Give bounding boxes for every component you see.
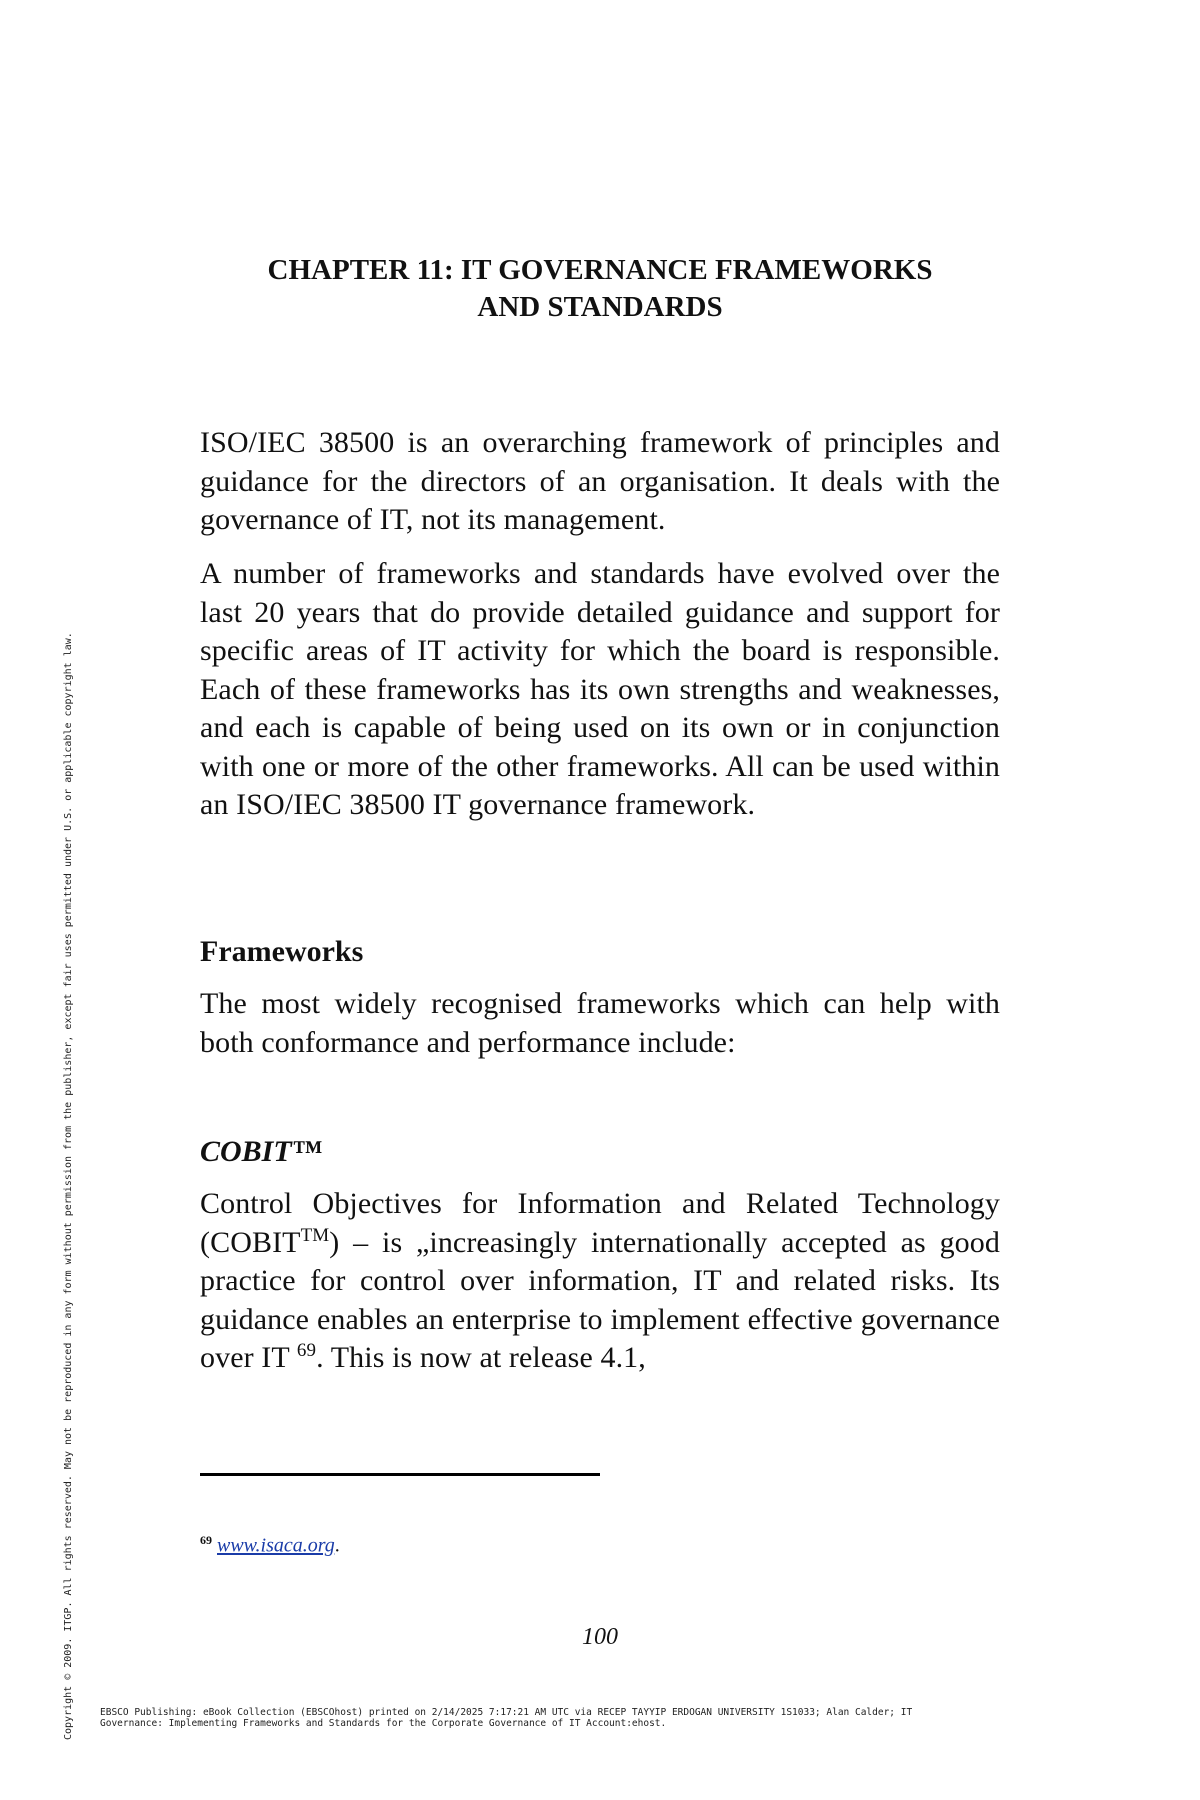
footnote-trailing: . bbox=[334, 1534, 340, 1557]
ebsco-notice-line-2: Governance: Implementing Frameworks and Standards for the Corporate Governance of IT Account:ehost. bbox=[100, 1718, 667, 1729]
chapter-title-line-1: CHAPTER 11: IT GOVERNANCE FRAMEWORKS bbox=[267, 254, 933, 286]
chapter-title bbox=[200, 252, 1000, 326]
frameworks-intro bbox=[200, 985, 1000, 1062]
trademark-superscript: TM bbox=[300, 1224, 330, 1246]
ebsco-bottom-notice bbox=[100, 1707, 1130, 1729]
footnote-marker: 69 bbox=[200, 1533, 212, 1547]
intro-section-2 bbox=[200, 555, 1000, 825]
chapter-title-line-2: AND STANDARDS bbox=[477, 291, 723, 323]
cobit-body bbox=[200, 1185, 1000, 1378]
footnote-divider bbox=[200, 1473, 600, 1476]
cobit-section bbox=[200, 1133, 1000, 1171]
ebsco-notice-line-1: EBSCO Publishing: eBook Collection (EBSCOhost) printed on 2/14/2025 7:17:21 AM UTC via RECEP TAYYIP ERDOGAN UNIVERSITY 1S1033; Alan Calder; IT bbox=[100, 1707, 913, 1718]
footnote bbox=[200, 1528, 340, 1558]
footnote-link[interactable]: www.isaca.org bbox=[217, 1534, 335, 1557]
footnote-reference[interactable]: 69 bbox=[296, 1340, 317, 1361]
cobit-text-start: Control Objectives for Information and Related Technology (COBIT bbox=[200, 1187, 1000, 1259]
page-number: 100 bbox=[582, 1624, 618, 1650]
intro-paragraph-2: A number of frameworks and standards have evolved over the last 20 years that do provide detailed guidance and support for specific areas of IT activity for which the board is responsible. Each of these frameworks has its own strengths and weaknesses, and each is capable of being used on its own or in conjunction with one or more of the other frameworks. All can be used within an ISO/IEC 38500 IT governance framework. bbox=[200, 557, 1000, 821]
frameworks-section bbox=[200, 933, 1000, 971]
cobit-text-end: . This is now at release 4.1, bbox=[316, 1341, 646, 1374]
frameworks-heading: Frameworks bbox=[200, 935, 364, 968]
cobit-paragraph bbox=[200, 1185, 1000, 1378]
copyright-side-notice: Copyright © 2009. ITGP. All rights reserved. May not be reproduced in any form without permission from the publisher, except fair uses permitted under U.S. or applicable copyright law. bbox=[63, 632, 74, 1740]
frameworks-paragraph: The most widely recognised frameworks which can help with both conformance and performance include: bbox=[200, 987, 1000, 1059]
intro-paragraph-1: ISO/IEC 38500 is an overarching framework of principles and guidance for the directors of an organisation. It deals with the governance of IT, not its management. bbox=[200, 426, 1000, 536]
cobit-heading: COBIT™ bbox=[200, 1135, 322, 1168]
intro-section bbox=[200, 424, 1000, 540]
cobit-text-middle: ) – is „increasingly internationally accepted as good practice for control over information, IT and related risks. Its guidance enables an enterprise to implement effective governance over IT bbox=[200, 1225, 1000, 1374]
